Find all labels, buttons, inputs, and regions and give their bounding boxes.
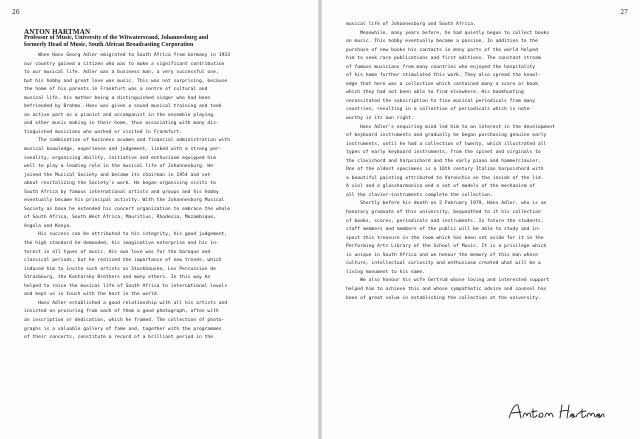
left-text-line: our country gained a citizen who was to make a significant contribution xyxy=(24,61,225,67)
right-text-line: of his home further stimulated this work. They also spread the knowl- xyxy=(346,73,541,79)
right-text-line: all the clavier-instruments complete the collection. xyxy=(346,192,493,198)
left-text-line: of their concerts, constitute a record of a brilliant period in the xyxy=(24,335,214,341)
right-text-line: him to seek rare publications and first editions. The constant stream xyxy=(346,56,541,62)
left-text-line: South Africa by famous international artists and groups and his hobby xyxy=(24,189,219,195)
left-text-line: about revitalizing the Society's work. He began organising visits to xyxy=(24,181,216,187)
right-text-line: Shortly before his death on 2 February 1979, Hans Adler, who is an xyxy=(346,201,547,207)
left-text-line: The combination of business acumen and financial administration with xyxy=(24,138,231,144)
left-text-line: but his hobby and great love was music. This was not surprising, because xyxy=(24,78,228,84)
left-text-line: the high standard he demanded, his imaginative enterprise and his in- xyxy=(24,241,219,247)
right-text-line: staff members and members of the public will be able to study and in- xyxy=(346,227,541,233)
page-number-left: 26 xyxy=(12,9,20,16)
left-text-line: joined the Musical Society and became its chairman in 1954 and set xyxy=(24,172,211,178)
right-body-text xyxy=(346,21,636,303)
right-text-line: types of early keyboard instruments, from the spinet and virginals to xyxy=(346,150,541,156)
right-text-line: worthy in its own right. xyxy=(346,116,414,122)
left-text-line: graphs is a valuable gallery of fame and, together with the programmes xyxy=(24,326,222,332)
page-number-right: 27 xyxy=(620,9,628,16)
left-text-line: befriended by Brahms. Hans was given a sound musical training and took xyxy=(24,104,222,110)
author-affiliation xyxy=(24,35,309,49)
left-text-line: When Hans Georg Adler emigrated to South Africa from Germany in 1933 xyxy=(24,53,231,58)
right-text-line: culture, intellectual curiosity and enthusiasm created what will be a xyxy=(346,261,541,267)
left-text-line: musical knowledge, experience and judgement, linked with a strong per- xyxy=(24,147,222,153)
right-text-line: on music. This hobby eventually became a passion. In addition to the xyxy=(346,39,538,45)
handwritten-signature xyxy=(506,401,606,423)
right-text-line: purchase of new books his contacts in many parts of the world helped xyxy=(346,47,538,53)
left-text-line: sonality, organizing ability, initiative and enthusiasm equipped him xyxy=(24,155,216,161)
right-text-line: living monument to his name. xyxy=(346,269,426,275)
right-text-line: of famous musicians from many countries who enjoyed the hospitality xyxy=(346,64,536,70)
right-text-line: musical life of Johannesburg and South Africa. xyxy=(346,22,476,27)
right-text-line: We also honour his wife Gertrud whose loving and interested support xyxy=(346,278,550,284)
left-text-line: to our musical life. Adler was a business man, a very successful one, xyxy=(24,70,219,76)
left-text-line: well to play a leading role in the musical life of Johannesburg. He xyxy=(24,164,214,170)
right-text-line: of keyboard instruments and gradually he began purchasing genuine early xyxy=(346,133,547,139)
left-text-line: an active part as a pianist and accompanist in the ensemble playing xyxy=(24,112,214,118)
left-text-line: insisted on procuring from each of them a good photograph, often with xyxy=(24,309,219,315)
right-text-line: helped him to achieve this and whose sympathetic advice and counsel has xyxy=(346,286,547,292)
left-text-line: helped to raise the musical life of South Africa to international levels xyxy=(24,283,228,289)
right-text-line: necessitated the subscription to fine musical periodicals from many xyxy=(346,98,536,104)
right-text-line: A viol and a glassharmonica and a set of models of the mechanism of xyxy=(346,184,536,190)
left-text-line: musical life, his mother being a distinguished singer who had been xyxy=(24,95,211,101)
right-text-line: been of great value in establishing the collection at the university. xyxy=(346,295,541,301)
left-text-line: Society as base he extended his concert organization to embrace the whole xyxy=(24,206,231,212)
left-text-line: an inscription or dedication, which he framed. The collection of photo- xyxy=(24,317,225,323)
affiliation-line: formerly Head of Music, South African Broadcasting Corporation xyxy=(24,42,194,48)
right-text-line: instruments, until he had a collection of twenty, which illustrated all xyxy=(346,141,547,147)
right-text-line: which they had not been able to find elsewhere. His bookhunting xyxy=(346,90,524,96)
left-text-line: Angola and Kenya. xyxy=(24,223,72,229)
right-text-line: the clavichord and harpsichord and the early piano and hammerclavier. xyxy=(346,158,541,164)
left-text-line: the home of his parents in Frankfurt was a centre of cultural and xyxy=(24,87,208,93)
right-page xyxy=(322,0,640,439)
right-text-line: countries, resulting in a collection of periodicals which is note- xyxy=(346,107,533,113)
right-text-line: Performing Arts Library of the School of Music. It is a privilege which xyxy=(346,244,547,250)
left-text-line: of South Africa, South West Africa, Mauritius, Rhodesia, Mozambique, xyxy=(24,215,216,221)
left-text-line: and other music making in their home, thus associating with many dis- xyxy=(24,121,219,127)
affiliation-line: Professor of Music, University of the Witwatersrand, Johannesburg and xyxy=(24,35,209,41)
left-text-line: His success can be attributed to his integrity, his good judgement, xyxy=(24,232,228,238)
right-text-line: a beautiful painting attributed to Veronchio on the inside of the lid. xyxy=(346,175,544,181)
right-text-line: edge that here was a collection which contained many a score or book xyxy=(346,81,538,87)
left-text-line: tinguished musicians who worked or visited in Frankfurt. xyxy=(24,129,183,135)
left-page xyxy=(0,0,318,439)
left-text-line: Hans Adler established a good relationship with all his artists and xyxy=(24,300,228,306)
right-text-line: is unique in South Africa and we honour the memory of this man whose xyxy=(346,252,538,258)
left-text-line: induced him to invite such artists as Stockhausen, Les Percussion de xyxy=(24,266,216,272)
right-text-line: Hans Adler's enquiring mind led him to an interest in the development xyxy=(346,124,555,130)
right-text-line: One of the oldest specimens is a 16th century Italian harpsichord with xyxy=(346,167,544,173)
right-text-line: honorary graduate of this university, bequeathed to it his collection xyxy=(346,210,541,216)
left-text-line: and kept us in touch with the best in the world. xyxy=(24,292,160,298)
left-text-line: Strasbourg, the Kontarsky Brothers and many others. In this way he xyxy=(24,275,211,281)
right-text-line: Meanwhile, many years before, he had quietly begun to collect books xyxy=(346,30,550,36)
left-text-line: terest in all types of music. His own love was for the baroque and xyxy=(24,249,211,255)
left-text-line: eventually became his principal activity. With the Johannesburg Musical xyxy=(24,198,225,204)
left-body-text xyxy=(24,52,309,343)
author-heading: ANTON HARTMAN xyxy=(24,28,91,36)
right-text-line: spect this treasure in the room which has been set aside for it in the xyxy=(346,235,544,241)
left-text-line: classical periods, but he realized the importance of new trends, which xyxy=(24,258,222,264)
right-text-line: of books, scores, periodicals and instruments. In future the students, xyxy=(346,218,544,224)
